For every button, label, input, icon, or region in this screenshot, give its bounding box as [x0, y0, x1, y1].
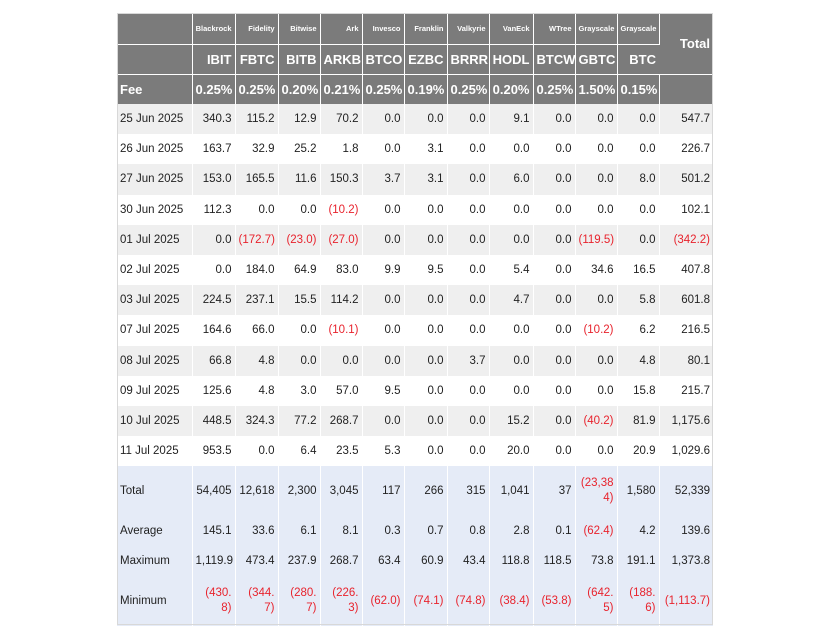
flow-cell: 268.7 — [320, 406, 362, 436]
table-row — [117, 436, 713, 466]
ticker-header: ARKB — [320, 44, 362, 74]
flow-cell: 0.0 — [447, 195, 489, 225]
flow-cell: 9.5 — [404, 255, 447, 285]
flow-cell: 0.0 — [533, 315, 575, 345]
stats-label: Average — [117, 516, 192, 546]
table-row — [117, 285, 713, 315]
row-total-cell: 547.7 — [659, 104, 713, 134]
stats-cell: 1,580 — [617, 466, 659, 516]
ticker-header-row — [117, 44, 713, 74]
issuer-header: VanEck — [489, 13, 533, 44]
flow-cell: 0.0 — [404, 406, 447, 436]
flow-cell: 8.0 — [617, 164, 659, 194]
flow-cell: 0.0 — [575, 164, 617, 194]
flow-cell: 70.2 — [320, 104, 362, 134]
ticker-header: BTC — [617, 44, 659, 74]
flow-cell: 0.0 — [489, 346, 533, 376]
flow-cell: 0.0 — [404, 376, 447, 406]
flow-cell: 164.6 — [192, 315, 235, 345]
flow-cell: 0.0 — [575, 104, 617, 134]
flow-cell: 0.0 — [404, 104, 447, 134]
flow-cell: 15.2 — [489, 406, 533, 436]
fee-cell: 0.19% — [404, 74, 447, 104]
flow-cell: 5.8 — [617, 285, 659, 315]
flow-cell: 0.0 — [362, 225, 404, 255]
flow-cell: 0.0 — [278, 346, 320, 376]
flow-cell: 66.0 — [235, 315, 278, 345]
date-cell: 07 Jul 2025 — [117, 315, 192, 345]
stats-cell: (62.0) — [362, 576, 404, 626]
flow-cell: 32.9 — [235, 134, 278, 164]
table-row — [117, 376, 713, 406]
table-row — [117, 225, 713, 255]
stats-row-total — [117, 466, 713, 516]
flow-cell: 0.0 — [404, 195, 447, 225]
flow-cell: 9.1 — [489, 104, 533, 134]
flow-cell: 224.5 — [192, 285, 235, 315]
flow-cell: 0.0 — [447, 436, 489, 466]
fee-cell: 0.25% — [192, 74, 235, 104]
flow-cell: 0.0 — [192, 255, 235, 285]
flow-cell: 9.9 — [362, 255, 404, 285]
flow-cell: 0.0 — [362, 195, 404, 225]
flow-cell: 0.0 — [447, 255, 489, 285]
ticker-header: BTCO — [362, 44, 404, 74]
fee-cell: 0.25% — [362, 74, 404, 104]
flow-cell: 0.0 — [533, 436, 575, 466]
flow-cell: (27.0) — [320, 225, 362, 255]
fee-cell: 0.20% — [489, 74, 533, 104]
stats-cell: 1,041 — [489, 466, 533, 516]
stats-cell: 43.4 — [447, 546, 489, 576]
stats-cell: (74.1) — [404, 576, 447, 626]
flow-cell: 0.0 — [404, 346, 447, 376]
flow-cell: 0.0 — [533, 134, 575, 164]
fee-cell: 0.15% — [617, 74, 659, 104]
flow-cell: 0.0 — [575, 376, 617, 406]
issuer-header-row — [117, 13, 713, 44]
date-cell: 01 Jul 2025 — [117, 225, 192, 255]
flow-cell: 3.7 — [362, 164, 404, 194]
stats-cell: 268.7 — [320, 546, 362, 576]
stats-cell: 8.1 — [320, 516, 362, 546]
header-blank-cell — [117, 44, 192, 74]
fee-cell: 0.25% — [235, 74, 278, 104]
flow-cell: 0.0 — [489, 376, 533, 406]
flow-cell: 0.0 — [235, 436, 278, 466]
fee-row — [117, 74, 713, 104]
flow-cell: (10.1) — [320, 315, 362, 345]
stats-cell: (188.6) — [617, 576, 659, 626]
row-total-cell: 407.8 — [659, 255, 713, 285]
table-row — [117, 104, 713, 134]
flow-cell: 0.0 — [533, 346, 575, 376]
date-cell: 11 Jul 2025 — [117, 436, 192, 466]
stats-cell: 266 — [404, 466, 447, 516]
flow-cell: 0.0 — [617, 195, 659, 225]
flow-cell: 0.0 — [533, 255, 575, 285]
flow-cell: (40.2) — [575, 406, 617, 436]
stats-cell: 0.1 — [533, 516, 575, 546]
flow-cell: 3.1 — [404, 134, 447, 164]
flow-cell: 20.0 — [489, 436, 533, 466]
flow-cell: 4.7 — [489, 285, 533, 315]
flow-cell: 5.4 — [489, 255, 533, 285]
stats-cell: (53.8) — [533, 576, 575, 626]
flow-cell: (10.2) — [575, 315, 617, 345]
flow-cell: 0.0 — [533, 376, 575, 406]
flow-cell: 0.0 — [447, 134, 489, 164]
issuer-header: Fidelity — [235, 13, 278, 44]
flow-cell: 163.7 — [192, 134, 235, 164]
etf-flow-table — [117, 13, 713, 626]
issuer-header: WTree — [533, 13, 575, 44]
ticker-header: HODL — [489, 44, 533, 74]
fee-cell: 0.25% — [447, 74, 489, 104]
flow-cell: 3.0 — [278, 376, 320, 406]
stats-cell: 0.7 — [404, 516, 447, 546]
fee-total-blank — [659, 74, 713, 104]
issuer-header: Invesco — [362, 13, 404, 44]
flow-cell: 0.0 — [617, 104, 659, 134]
flow-cell: 20.9 — [617, 436, 659, 466]
stats-cell: 1,119.9 — [192, 546, 235, 576]
flow-cell: 0.0 — [533, 104, 575, 134]
table-row — [117, 134, 713, 164]
flow-cell: 448.5 — [192, 406, 235, 436]
ticker-header: BRRR — [447, 44, 489, 74]
issuer-header: Ark — [320, 13, 362, 44]
flow-cell: 115.2 — [235, 104, 278, 134]
flow-cell: 0.0 — [362, 346, 404, 376]
stats-cell: 315 — [447, 466, 489, 516]
stats-cell: (74.8) — [447, 576, 489, 626]
stats-cell: (344.7) — [235, 576, 278, 626]
stats-cell: 0.3 — [362, 516, 404, 546]
flow-cell: 64.9 — [278, 255, 320, 285]
flow-cell: 953.5 — [192, 436, 235, 466]
flow-cell: 0.0 — [447, 225, 489, 255]
row-total-cell: 1,175.6 — [659, 406, 713, 436]
stats-cell: 118.5 — [533, 546, 575, 576]
stats-cell: (38.4) — [489, 576, 533, 626]
flow-cell: 114.2 — [320, 285, 362, 315]
table-row — [117, 406, 713, 436]
flow-cell: 6.4 — [278, 436, 320, 466]
flow-cell: 15.5 — [278, 285, 320, 315]
flow-cell: 5.3 — [362, 436, 404, 466]
flow-cell: 83.0 — [320, 255, 362, 285]
flow-cell: 0.0 — [533, 406, 575, 436]
table-row — [117, 164, 713, 194]
stats-cell: 12,618 — [235, 466, 278, 516]
flow-cell: 237.1 — [235, 285, 278, 315]
flow-cell: 0.0 — [404, 436, 447, 466]
flow-cell: 125.6 — [192, 376, 235, 406]
flow-cell: 0.0 — [575, 195, 617, 225]
flow-cell: 0.0 — [533, 285, 575, 315]
flow-cell: 0.0 — [447, 104, 489, 134]
row-total-cell: 1,029.6 — [659, 436, 713, 466]
issuer-header: Grayscale — [617, 13, 659, 44]
flow-cell: 4.8 — [235, 376, 278, 406]
stats-cell: 191.1 — [617, 546, 659, 576]
stats-row-min — [117, 576, 713, 626]
flow-cell: 6.2 — [617, 315, 659, 345]
flow-cell: 9.5 — [362, 376, 404, 406]
date-cell: 08 Jul 2025 — [117, 346, 192, 376]
date-cell: 02 Jul 2025 — [117, 255, 192, 285]
flow-cell: 23.5 — [320, 436, 362, 466]
row-total-cell: (342.2) — [659, 225, 713, 255]
stats-cell: (23,384) — [575, 466, 617, 516]
flow-cell: 0.0 — [320, 346, 362, 376]
flow-cell: 0.0 — [362, 104, 404, 134]
fee-label: Fee — [117, 74, 192, 104]
stats-cell: (226.3) — [320, 576, 362, 626]
row-total-cell: 215.7 — [659, 376, 713, 406]
flow-cell: 0.0 — [575, 134, 617, 164]
fee-cell: 0.25% — [533, 74, 575, 104]
flow-cell: 112.3 — [192, 195, 235, 225]
stats-label: Maximum — [117, 546, 192, 576]
stats-cell: 6.1 — [278, 516, 320, 546]
flow-cell: 0.0 — [575, 346, 617, 376]
issuer-header: Blackrock — [192, 13, 235, 44]
flow-cell: 0.0 — [362, 134, 404, 164]
date-cell: 26 Jun 2025 — [117, 134, 192, 164]
flow-cell: 81.9 — [617, 406, 659, 436]
flow-cell: 0.0 — [404, 285, 447, 315]
ticker-header: EZBC — [404, 44, 447, 74]
stats-cell: 145.1 — [192, 516, 235, 546]
stats-row-max — [117, 546, 713, 576]
ticker-header: FBTC — [235, 44, 278, 74]
flow-cell: 0.0 — [617, 225, 659, 255]
date-cell: 25 Jun 2025 — [117, 104, 192, 134]
flow-cell: 0.0 — [617, 134, 659, 164]
stats-cell: 2.8 — [489, 516, 533, 546]
flow-cell: 0.0 — [192, 225, 235, 255]
stats-cell: 2,300 — [278, 466, 320, 516]
table-row — [117, 346, 713, 376]
flow-cell: 0.0 — [489, 225, 533, 255]
flow-cell: 0.0 — [404, 315, 447, 345]
flow-cell: 0.0 — [447, 315, 489, 345]
flow-cell: 0.0 — [447, 376, 489, 406]
issuer-header: Valkyrie — [447, 13, 489, 44]
flow-cell: 324.3 — [235, 406, 278, 436]
flow-cell: 0.0 — [489, 195, 533, 225]
flow-cell: 15.8 — [617, 376, 659, 406]
stats-label: Minimum — [117, 576, 192, 626]
stats-total-cell: (1,113.7) — [659, 576, 713, 626]
stats-cell: (642.5) — [575, 576, 617, 626]
stats-cell: 0.8 — [447, 516, 489, 546]
flow-cell: 340.3 — [192, 104, 235, 134]
flow-cell: 0.0 — [489, 315, 533, 345]
stats-cell: 4.2 — [617, 516, 659, 546]
fee-cell: 0.21% — [320, 74, 362, 104]
stats-cell: 117 — [362, 466, 404, 516]
stats-cell: 37 — [533, 466, 575, 516]
flow-cell: 77.2 — [278, 406, 320, 436]
flow-cell: 4.8 — [235, 346, 278, 376]
flow-cell: 0.0 — [362, 285, 404, 315]
flow-cell: (172.7) — [235, 225, 278, 255]
fee-cell: 1.50% — [575, 74, 617, 104]
flow-cell: 0.0 — [447, 164, 489, 194]
stats-cell: 54,405 — [192, 466, 235, 516]
date-cell: 30 Jun 2025 — [117, 195, 192, 225]
flow-cell: (10.2) — [320, 195, 362, 225]
flow-cell: 0.0 — [533, 195, 575, 225]
ticker-header: IBIT — [192, 44, 235, 74]
issuer-header: Bitwise — [278, 13, 320, 44]
flow-cell: 0.0 — [533, 225, 575, 255]
stats-cell: 3,045 — [320, 466, 362, 516]
stats-cell: 118.8 — [489, 546, 533, 576]
row-total-cell: 102.1 — [659, 195, 713, 225]
flow-cell: 0.0 — [404, 225, 447, 255]
stats-cell: 33.6 — [235, 516, 278, 546]
flow-cell: 25.2 — [278, 134, 320, 164]
flow-cell: 4.8 — [617, 346, 659, 376]
stats-cell: 473.4 — [235, 546, 278, 576]
flow-cell: 3.1 — [404, 164, 447, 194]
date-cell: 09 Jul 2025 — [117, 376, 192, 406]
flow-cell: 11.6 — [278, 164, 320, 194]
date-cell: 27 Jun 2025 — [117, 164, 192, 194]
flow-cell: 0.0 — [278, 315, 320, 345]
ticker-header: BTCW — [533, 44, 575, 74]
row-total-cell: 226.7 — [659, 134, 713, 164]
flow-cell: 0.0 — [278, 195, 320, 225]
stats-label: Total — [117, 466, 192, 516]
stats-cell: 73.8 — [575, 546, 617, 576]
flow-cell: 184.0 — [235, 255, 278, 285]
fee-cell: 0.20% — [278, 74, 320, 104]
stats-total-cell: 139.6 — [659, 516, 713, 546]
flow-cell: 66.8 — [192, 346, 235, 376]
stats-cell: (62.4) — [575, 516, 617, 546]
row-total-cell: 601.8 — [659, 285, 713, 315]
table-row — [117, 195, 713, 225]
flow-cell: (23.0) — [278, 225, 320, 255]
flow-cell: 0.0 — [489, 134, 533, 164]
stats-cell: 60.9 — [404, 546, 447, 576]
flow-cell: 0.0 — [575, 436, 617, 466]
date-cell: 10 Jul 2025 — [117, 406, 192, 436]
flow-cell: 57.0 — [320, 376, 362, 406]
flow-cell: 0.0 — [235, 195, 278, 225]
row-total-cell: 501.2 — [659, 164, 713, 194]
flow-cell: 6.0 — [489, 164, 533, 194]
stats-total-cell: 52,339 — [659, 466, 713, 516]
flow-cell: 0.0 — [533, 164, 575, 194]
table-row — [117, 315, 713, 345]
flow-cell: 16.5 — [617, 255, 659, 285]
total-column-header: Total — [659, 13, 713, 74]
flow-cell: 150.3 — [320, 164, 362, 194]
issuer-header: Grayscale — [575, 13, 617, 44]
flow-cell: 12.9 — [278, 104, 320, 134]
stats-cell: (280.7) — [278, 576, 320, 626]
flow-cell: 1.8 — [320, 134, 362, 164]
ticker-header: GBTC — [575, 44, 617, 74]
row-total-cell: 216.5 — [659, 315, 713, 345]
stats-total-cell: 1,373.8 — [659, 546, 713, 576]
flow-cell: 0.0 — [362, 315, 404, 345]
issuer-header: Franklin — [404, 13, 447, 44]
flow-cell: 0.0 — [447, 285, 489, 315]
flow-cell: 0.0 — [362, 406, 404, 436]
flow-cell: 34.6 — [575, 255, 617, 285]
flow-cell: 0.0 — [575, 285, 617, 315]
flow-cell: 0.0 — [447, 406, 489, 436]
flow-cell: 165.5 — [235, 164, 278, 194]
flow-cell: 3.7 — [447, 346, 489, 376]
stats-cell: 63.4 — [362, 546, 404, 576]
stats-cell: (430.8) — [192, 576, 235, 626]
stats-cell: 237.9 — [278, 546, 320, 576]
stats-row-avg — [117, 516, 713, 546]
date-cell: 03 Jul 2025 — [117, 285, 192, 315]
flow-cell: (119.5) — [575, 225, 617, 255]
row-total-cell: 80.1 — [659, 346, 713, 376]
table-row — [117, 255, 713, 285]
ticker-header: BITB — [278, 44, 320, 74]
flow-cell: 153.0 — [192, 164, 235, 194]
header-blank-cell — [117, 13, 192, 44]
